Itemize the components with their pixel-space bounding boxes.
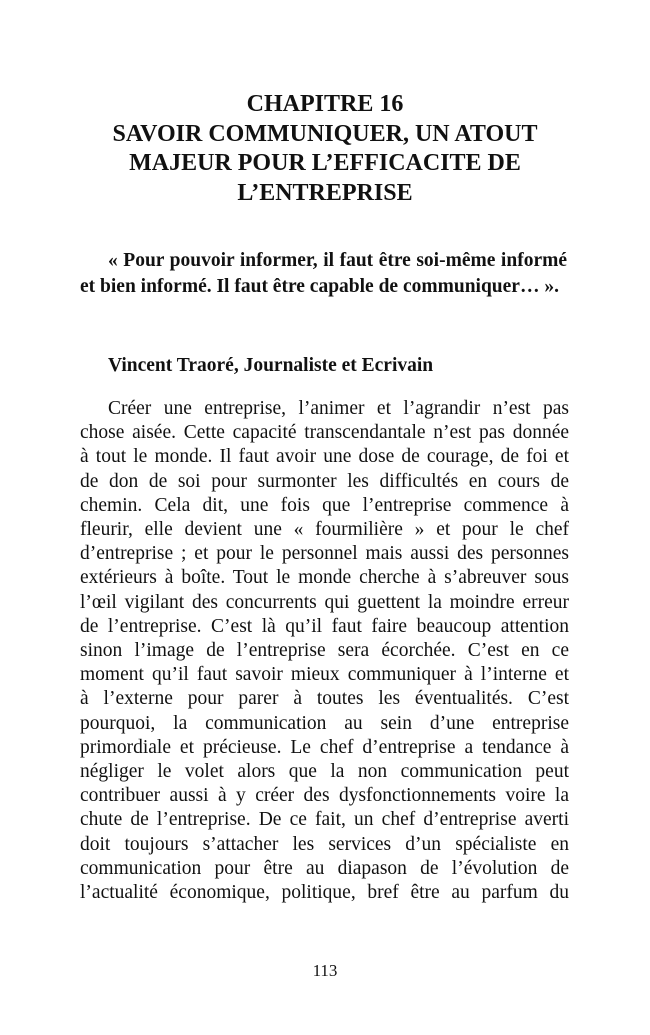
- body-line: chose aisée. Cette capacité transcendantale n’est pas donnée: [80, 422, 569, 444]
- epigraph-quote: « Pour pouvoir informer, il faut être soi-même informé et bien informé. Il faut être capable de communiquer… ».: [80, 250, 567, 297]
- body-line: chemin. Cela dit, une fois que l’entreprise commence à: [80, 494, 569, 516]
- body-line: communication pour être au diapason de l’évolution de: [80, 857, 569, 879]
- chapter-title-line: MAJEUR POUR L’EFFICACITE DE: [129, 150, 521, 176]
- chapter-title-line: CHAPITRE 16: [246, 91, 404, 117]
- body-line: à tout le monde. Il faut avoir une dose de courage, de foi et: [80, 446, 569, 468]
- body-line: sinon l’image de l’entreprise sera écorchée. C’est en ce: [80, 640, 569, 662]
- body-line: d’entreprise ; et pour le personnel mais aussi des personnes: [80, 543, 569, 565]
- body-line: de l’entreprise. C’est là qu’il faut faire beaucoup attention: [80, 615, 569, 637]
- body-line: négliger le volet alors que la non communication peut: [80, 761, 569, 783]
- body-line: contribuer aussi à y créer des dysfonctionnements voire la: [80, 785, 569, 807]
- chapter-title: [60, 90, 590, 208]
- body-line: l’œil vigilant des concurrents qui guettent la moindre erreur: [80, 591, 569, 613]
- body-line: à l’externe pour parer à toutes les éventualités. C’est: [80, 688, 569, 710]
- body-line: doit toujours s’attacher les services d’un spécialiste en: [80, 833, 569, 855]
- body-line: pourquoi, la communication au sein d’une entreprise: [80, 712, 569, 734]
- body-line: extérieurs à boîte. Tout le monde cherche à s’abreuver sous: [80, 567, 569, 589]
- body-line: Créer une entreprise, l’animer et l’agrandir n’est pas: [108, 398, 569, 419]
- body-line: de don de soi pour surmonter les difficultés en cours de: [80, 470, 569, 492]
- chapter-title-line: L’ENTREPRISE: [237, 179, 413, 206]
- chapter-title-line: SAVOIR COMMUNIQUER, UN ATOUT: [112, 120, 538, 147]
- body-line: chute de l’entreprise. De ce fait, un chef d’entreprise averti: [80, 809, 569, 831]
- body-line: primordiale et précieuse. Le chef d’entreprise a tendance à: [80, 736, 569, 758]
- body-line: fleurir, elle devient une « fourmilière » et pour le chef: [80, 519, 569, 541]
- body-line: l’actualité économique, politique, bref être au parfum du: [80, 882, 569, 904]
- body-line: moment qu’il faut savoir mieux communiquer à l’interne et: [80, 664, 569, 686]
- epigraph-author: Vincent Traoré, Journaliste et Ecrivain: [108, 355, 434, 376]
- page-number: 113: [312, 961, 338, 980]
- body-paragraph: [80, 397, 569, 905]
